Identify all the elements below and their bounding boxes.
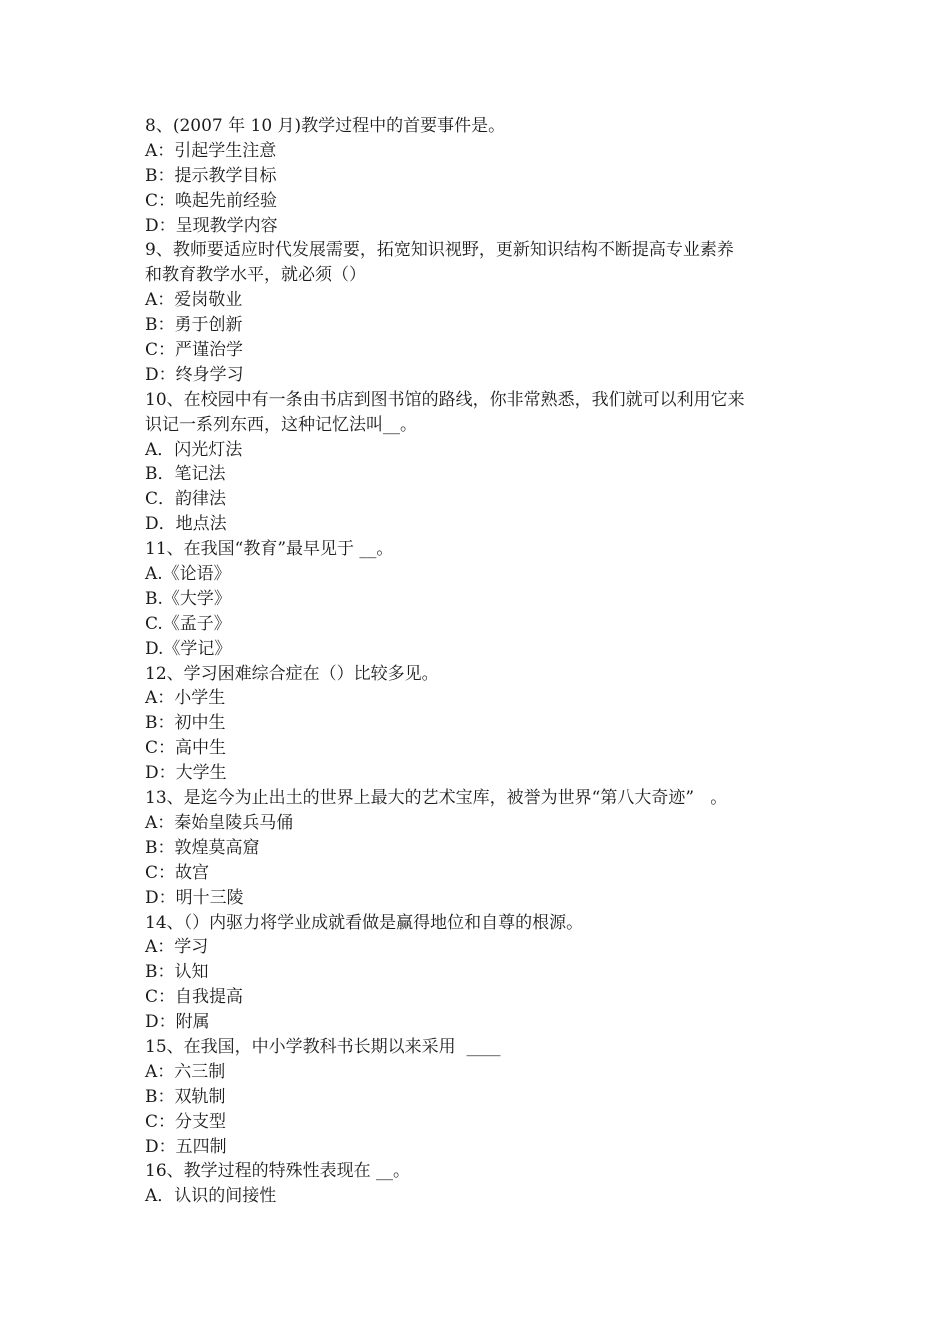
question-text: 10、在校园中有一条由书店到图书馆的路线，你非常熟悉，我们就可以利用它来 xyxy=(145,389,745,410)
answer-option: C：故宫 xyxy=(145,862,210,883)
answer-option: A．闪光灯法 xyxy=(145,439,243,460)
answer-option: A：秦始皇陵兵马俑 xyxy=(145,812,294,833)
question-text-continued: 识记一系列东西，这种记忆法叫__。 xyxy=(145,414,417,435)
answer-option: B：初中生 xyxy=(145,713,226,734)
answer-option: A：小学生 xyxy=(145,688,226,709)
answer-option: D：五四制 xyxy=(145,1136,227,1157)
answer-option: D：附属 xyxy=(145,1012,210,1033)
answer-option: C：分支型 xyxy=(145,1111,227,1132)
answer-option: C：自我提高 xyxy=(145,987,244,1008)
question-text: 9、教师要适应时代发展需要，拓宽知识视野，更新知识结构不断提高专业素养 xyxy=(145,240,734,261)
answer-option: A：爱岗敬业 xyxy=(145,290,243,311)
answer-option: A：学习 xyxy=(145,937,209,958)
answer-option: A.《论语》 xyxy=(145,564,231,585)
answer-option: B：勇于创新 xyxy=(145,315,243,336)
document-body xyxy=(145,114,825,1209)
answer-option: B：提示教学目标 xyxy=(145,165,277,186)
answer-option: A．认识的间接性 xyxy=(145,1186,277,1207)
answer-option: C．韵律法 xyxy=(145,489,227,510)
answer-option: B：认知 xyxy=(145,962,209,983)
answer-option: C：高中生 xyxy=(145,738,227,759)
answer-option: A：六三制 xyxy=(145,1061,226,1082)
answer-option: B.《大学》 xyxy=(145,588,231,609)
answer-option: D：明十三陵 xyxy=(145,887,244,908)
answer-option: D．地点法 xyxy=(145,514,227,535)
answer-option: C：唤起先前经验 xyxy=(145,190,278,211)
question-text-continued: 和教育教学水平，就必须（） xyxy=(145,265,366,286)
question-text: 14、（）内驱力将学业成就看做是赢得地位和自尊的根源。 xyxy=(145,912,584,933)
answer-option: D：呈现教学内容 xyxy=(145,215,278,236)
answer-option: C：严谨治学 xyxy=(145,340,244,361)
question-text: 13、是迄今为止出土的世界上最大的艺术宝库，被誉为世界“第八大奇迹” 。 xyxy=(145,788,728,809)
question-text: 12、学习困难综合症在（）比较多见。 xyxy=(145,663,439,684)
question-text: 11、在我国“教育”最早见于 __。 xyxy=(145,539,394,560)
answer-option: C.《孟子》 xyxy=(145,613,231,634)
answer-option: B．笔记法 xyxy=(145,464,226,485)
question-text: 15、在我国，中小学教科书长期以来采用 ____ xyxy=(145,1036,501,1057)
answer-option: B：双轨制 xyxy=(145,1086,226,1107)
answer-option: D.《学记》 xyxy=(145,638,232,659)
answer-option: D：终身学习 xyxy=(145,364,244,385)
question-text: 8、(2007 年 10 月)教学过程中的首要事件是。 xyxy=(145,116,506,136)
question-text: 16、教学过程的特殊性表现在 __。 xyxy=(145,1161,411,1182)
answer-option: B：敦煌莫高窟 xyxy=(145,837,260,858)
answer-option: D：大学生 xyxy=(145,763,227,784)
answer-option: A：引起学生注意 xyxy=(145,140,277,161)
